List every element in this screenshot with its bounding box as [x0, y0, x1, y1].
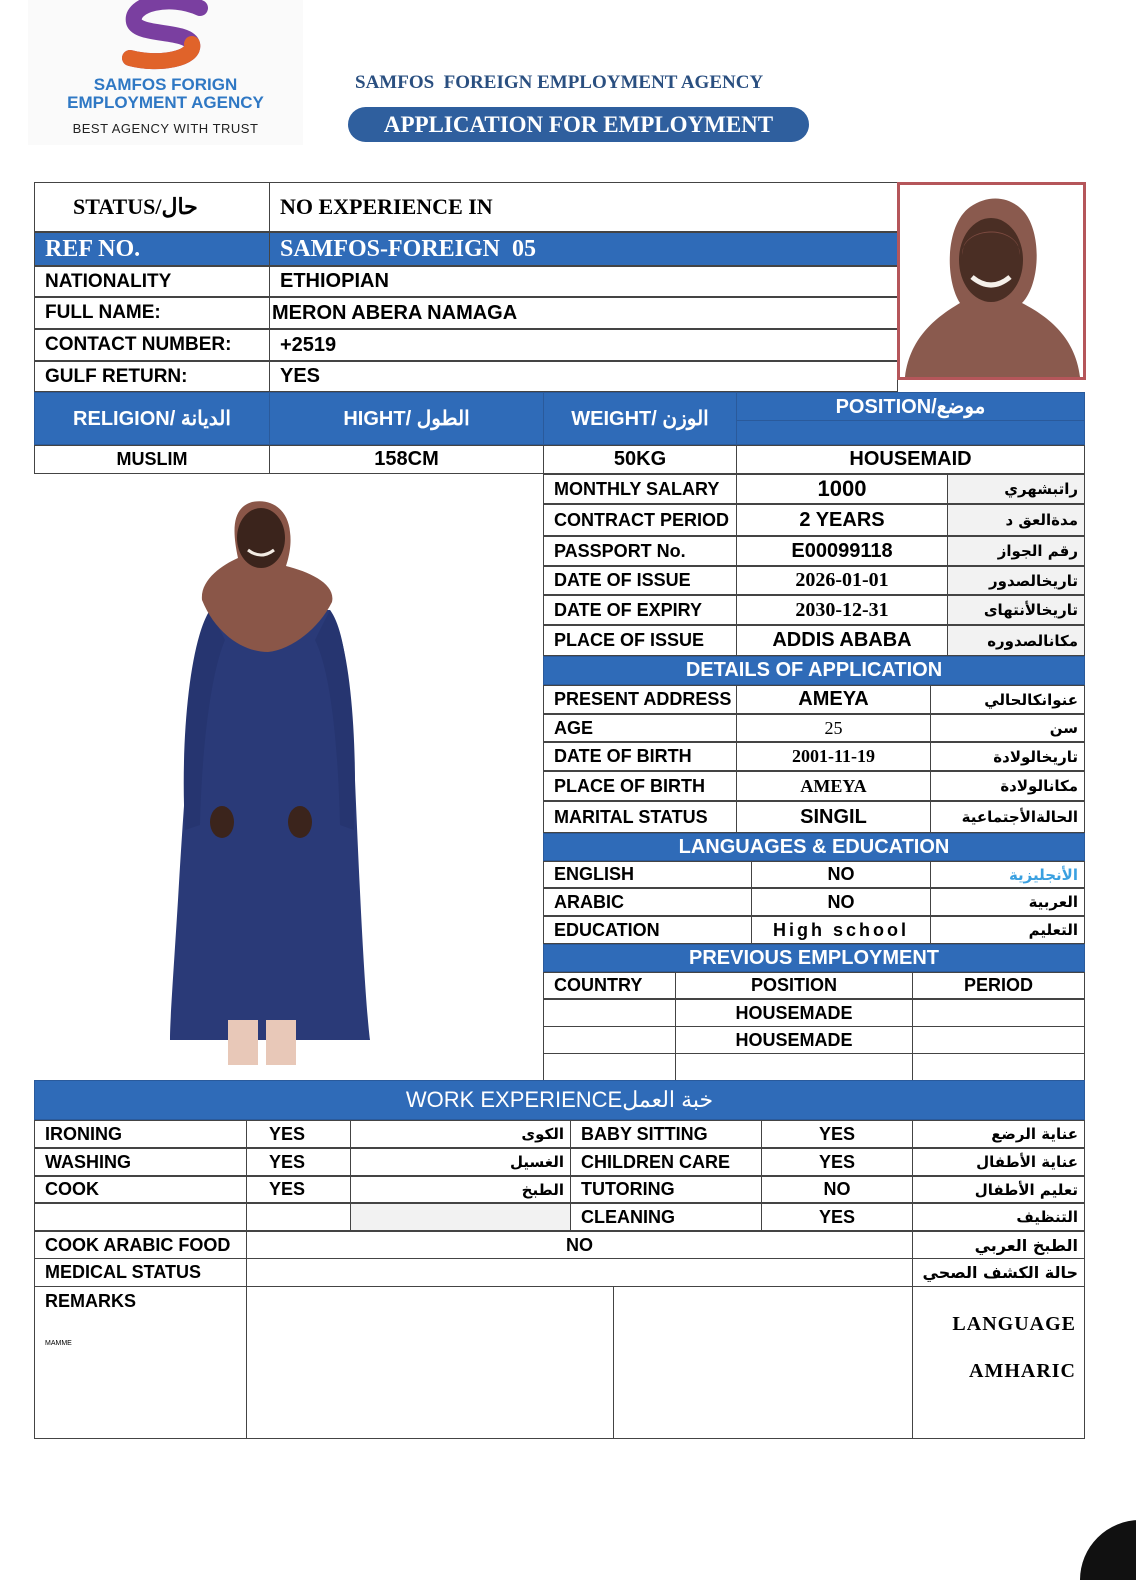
logo-line2: EMPLOYMENT AGENCY [67, 93, 264, 112]
cook-arabic-food-value: NO [246, 1231, 913, 1259]
contract-ar: راتبشهري [947, 474, 1085, 504]
logo-tagline: BEST AGENCY WITH TRUST [72, 121, 259, 136]
details-label: AGE [543, 714, 737, 742]
language-row-value: NO [751, 888, 931, 916]
remarks-box-2 [613, 1286, 913, 1439]
contract-label: CONTRACT PERIOD [543, 504, 737, 536]
contract-label: DATE OF ISSUE [543, 566, 737, 595]
language-label: LANGUAGE [952, 1313, 1076, 1335]
logo-line1: SAMFOS FORIGN [93, 75, 238, 94]
details-header: DETAILS OF APPLICATION [543, 656, 1085, 685]
weight-value: 50KG [543, 445, 737, 474]
contact-value: +2519 [269, 329, 898, 361]
language-row-value: High school [751, 916, 931, 944]
work-right-value: YES [761, 1120, 913, 1148]
prev-country-header: COUNTRY [543, 972, 676, 999]
language-row-label: EDUCATION [543, 916, 752, 944]
height-header: HIGHT/ الطول [269, 392, 544, 445]
contract-label: MONTHLY SALARY [543, 474, 737, 504]
languages-header: LANGUAGES & EDUCATION [543, 833, 1085, 861]
work-left-ar: الطبخ [350, 1176, 571, 1203]
details-ar: تاريخالولادة [930, 742, 1085, 771]
details-ar: مكانالولادة [930, 771, 1085, 801]
prev-country-cell [543, 1026, 676, 1054]
prev-position-cell: HOUSEMADE [675, 999, 913, 1027]
weight-header: WEIGHT/ الوزن [543, 392, 737, 445]
contract-label: PASSPORT No. [543, 536, 737, 566]
previous-employment-header: PREVIOUS EMPLOYMENT [543, 944, 1085, 972]
remarks-cell [34, 1286, 247, 1439]
contract-value: 1000 [736, 474, 948, 504]
work-right-label: CHILDREN CARE [570, 1148, 762, 1176]
work-left-label: WASHING [34, 1148, 247, 1176]
work-right-ar: التنظيف [912, 1203, 1085, 1231]
work-right-ar: تعليم الأطفال [912, 1176, 1085, 1203]
contract-label: PLACE OF ISSUE [543, 625, 737, 656]
contract-label: DATE OF EXPIRY [543, 595, 737, 625]
work-left-label [34, 1203, 247, 1231]
portrait-photo [897, 182, 1086, 380]
medical-status-value [246, 1258, 913, 1287]
work-right-ar: عناية الأطفال [912, 1148, 1085, 1176]
work-left-value [246, 1203, 351, 1231]
full-body-photo [140, 480, 400, 1075]
agency-name: SAMFOS FOREIGN EMPLOYMENT AGENCY [355, 72, 764, 93]
person-full-icon [140, 480, 400, 1075]
details-label: PRESENT ADDRESS [543, 685, 737, 714]
prev-position-header: POSITION [675, 972, 913, 999]
work-right-label: CLEANING [570, 1203, 762, 1231]
person-portrait-icon [900, 185, 1083, 377]
height-value: 158CM [269, 445, 544, 474]
prev-period-header: PERIOD [912, 972, 1085, 999]
details-ar: سن [930, 714, 1085, 742]
contract-value: ADDIS ABABA [736, 625, 948, 656]
page-corner-decoration [1080, 1520, 1136, 1580]
status-value: NO EXPERIENCE IN [269, 182, 898, 232]
prev-period-cell [912, 1026, 1085, 1054]
language-row-label: ENGLISH [543, 861, 752, 888]
work-right-ar: عناية الرضع [912, 1120, 1085, 1148]
work-right-value: NO [761, 1176, 913, 1203]
medical-status-label: MEDICAL STATUS [34, 1258, 247, 1287]
work-right-label: TUTORING [570, 1176, 762, 1203]
contract-ar: مكانالصدوره [947, 625, 1085, 656]
details-value: 2001-11-19 [736, 742, 931, 771]
nationality-label: NATIONALITY [34, 266, 270, 297]
work-left-label: IRONING [34, 1120, 247, 1148]
contract-value: E00099118 [736, 536, 948, 566]
position-value: HOUSEMAID [736, 445, 1085, 474]
details-ar: الحالةالأجتماعية [930, 801, 1085, 833]
prev-period-cell [912, 1053, 1085, 1081]
work-left-ar: الكوى [350, 1120, 571, 1148]
prev-country-cell [543, 999, 676, 1027]
contract-ar: تاريخالأنتهاى [947, 595, 1085, 625]
details-label: MARITAL STATUS [543, 801, 737, 833]
religion-header: RELIGION/ الديانة [34, 392, 270, 445]
gulf-return-label: GULF RETURN: [34, 361, 270, 392]
work-right-label: BABY SITTING [570, 1120, 762, 1148]
work-left-value: YES [246, 1148, 351, 1176]
details-value: SINGIL [736, 801, 931, 833]
form-title: APPLICATION FOR EMPLOYMENT [348, 107, 809, 142]
work-left-ar [350, 1203, 571, 1231]
logo-s-icon [110, 0, 220, 72]
language-row-ar: العربية [930, 888, 1085, 916]
contract-ar: تاريخالصدور [947, 566, 1085, 595]
fullname-label: FULL NAME: [34, 297, 270, 329]
remarks-label: REMARKS [45, 1291, 137, 1311]
details-value: AMEYA [736, 771, 931, 801]
cook-arabic-food-label: COOK ARABIC FOOD [34, 1231, 247, 1259]
language-value: AMHARIC [969, 1360, 1076, 1382]
ref-label: REF NO. [34, 232, 270, 266]
details-label: PLACE OF BIRTH [543, 771, 737, 801]
details-value: 25 [736, 714, 931, 742]
work-experience-header: WORK EXPERIENCEخبة العمل [34, 1080, 1085, 1120]
prev-position-cell: HOUSEMADE [675, 1026, 913, 1054]
fullname-value: MERON ABERA NAMAGA [269, 297, 898, 329]
cook-arabic-food-ar: الطبخ العربي [912, 1231, 1085, 1259]
contract-ar: مدةالعق د [947, 504, 1085, 536]
remarks-box-1 [246, 1286, 614, 1439]
contact-label: CONTACT NUMBER: [34, 329, 270, 361]
nationality-value: ETHIOPIAN [269, 266, 898, 297]
ref-value: SAMFOS-FOREIGN 05 [269, 232, 898, 266]
remarks-note: MAMME [45, 1340, 72, 1347]
position-header: POSITION/موضع [736, 392, 1085, 421]
work-left-label: COOK [34, 1176, 247, 1203]
language-row-label: ARABIC [543, 888, 752, 916]
agency-logo [28, 0, 303, 145]
language-row-ar: الأنجليزية [930, 861, 1085, 888]
work-right-value: YES [761, 1148, 913, 1176]
contract-value: 2030-12-31 [736, 595, 948, 625]
details-ar: عنوانكالحالي [930, 685, 1085, 714]
medical-status-ar: حالة الكشف الصحي [912, 1258, 1085, 1287]
work-left-ar: الغسيل [350, 1148, 571, 1176]
contract-value: 2026-01-01 [736, 566, 948, 595]
work-right-value: YES [761, 1203, 913, 1231]
details-value: AMEYA [736, 685, 931, 714]
details-label: DATE OF BIRTH [543, 742, 737, 771]
language-row-ar: التعليم [930, 916, 1085, 944]
language-row-value: NO [751, 861, 931, 888]
contract-value: 2 YEARS [736, 504, 948, 536]
prev-period-cell [912, 999, 1085, 1027]
prev-country-cell [543, 1053, 676, 1081]
work-left-value: YES [246, 1120, 351, 1148]
position-header-sub [736, 420, 1085, 445]
work-left-value: YES [246, 1176, 351, 1203]
language-box [912, 1286, 1085, 1439]
gulf-return-value: YES [269, 361, 898, 392]
status-label: STATUS/حال [34, 182, 270, 232]
religion-value: MUSLIM [34, 445, 270, 474]
contract-ar: رقم الجواز [947, 536, 1085, 566]
prev-position-cell [675, 1053, 913, 1081]
